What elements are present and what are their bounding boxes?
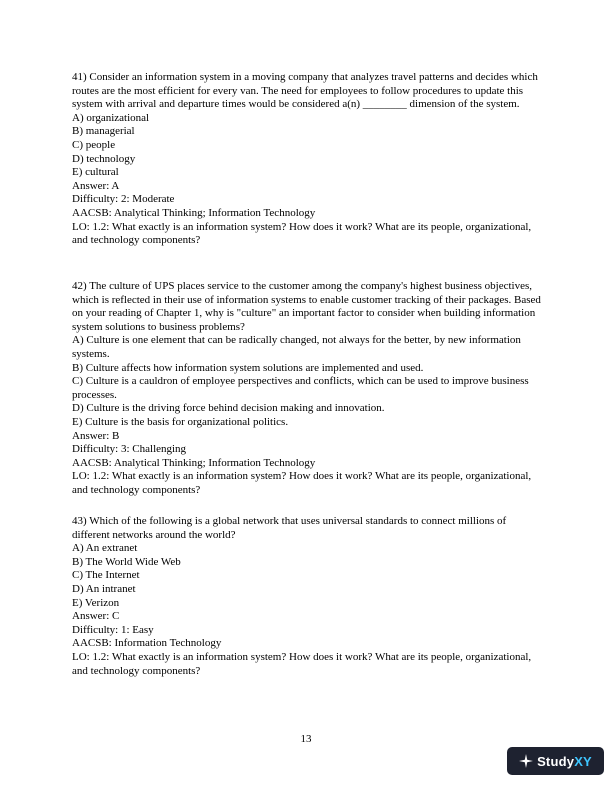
aacsb-line: AACSB: Analytical Thinking; Information Technology xyxy=(72,456,316,469)
lo-line: LO: 1.2: What exactly is an information system? How does it work? What are its people, organizational, and technology components? xyxy=(72,220,532,247)
difficulty-line: Difficulty: 1: Easy xyxy=(72,623,154,636)
answer-line: Answer: C xyxy=(72,610,120,623)
option-d: D) An intranet xyxy=(72,582,136,595)
option-e: E) Verizon xyxy=(72,596,120,609)
option-b: B) Culture affects how information system solutions are implemented and used. xyxy=(72,361,424,374)
question-43 xyxy=(72,515,542,678)
question-42 xyxy=(72,280,542,498)
option-b: B) The World Wide Web xyxy=(72,555,181,568)
question-stem: 42) The culture of UPS places service to the customer among the company's highest business objectives, which is reflected in their use of information systems to enable customer tracking of their packages. Based on your reading of Chapter 1, why is "culture" an important factor to consider when building information system solutions to business problems? xyxy=(72,280,541,333)
brand-name-accent: XY xyxy=(574,753,592,769)
lo-line: LO: 1.2: What exactly is an information system? How does it work? What are its people, organizational, and technology components? xyxy=(72,470,532,496)
option-a: A) Culture is one element that can be radically changed, not always for the better, by new information systems. xyxy=(72,334,521,360)
answer-line: Answer: A xyxy=(72,179,120,192)
aacsb-line: AACSB: Analytical Thinking; Information Technology xyxy=(72,206,316,219)
difficulty-line: Difficulty: 3: Challenging xyxy=(72,443,187,456)
answer-line: Answer: B xyxy=(72,429,120,442)
brand-name-main: Study xyxy=(537,753,575,769)
option-d: D) Culture is the driving force behind decision making and innovation. xyxy=(72,402,385,415)
option-c: C) people xyxy=(72,138,116,151)
option-e: E) Culture is the basis for organizational politics. xyxy=(72,415,289,428)
difficulty-line: Difficulty: 2: Moderate xyxy=(72,193,175,206)
aacsb-line: AACSB: Information Technology xyxy=(72,637,222,650)
lo-line: LO: 1.2: What exactly is an information system? How does it work? What are its people, organizational, and technology components? xyxy=(72,650,532,677)
question-stem: 43) Which of the following is a global network that uses universal standards to connect millions of different networks around the world? xyxy=(72,515,507,541)
option-c: C) The Internet xyxy=(72,569,140,582)
question-41 xyxy=(72,71,542,248)
option-d: D) technology xyxy=(72,152,136,165)
studyxy-badge[interactable] xyxy=(507,747,604,775)
option-c: C) Culture is a cauldron of employee perspectives and conflicts, which can be used to improve business processes. xyxy=(72,375,529,401)
brand-name xyxy=(537,754,592,769)
option-e: E) cultural xyxy=(72,166,119,179)
option-b: B) managerial xyxy=(72,125,135,138)
page-number: 13 xyxy=(300,733,312,745)
plus-sparkle-icon xyxy=(519,754,533,768)
option-a: A) An extranet xyxy=(72,542,138,555)
option-a: A) organizational xyxy=(72,111,150,124)
question-stem: 41) Consider an information system in a moving company that analyzes travel patterns and decides which routes are the most efficient for every van. The need for employees to follow procedures to update this system with arrival and departure times would be considered a(n) ________ dimension of the system. xyxy=(72,71,538,111)
